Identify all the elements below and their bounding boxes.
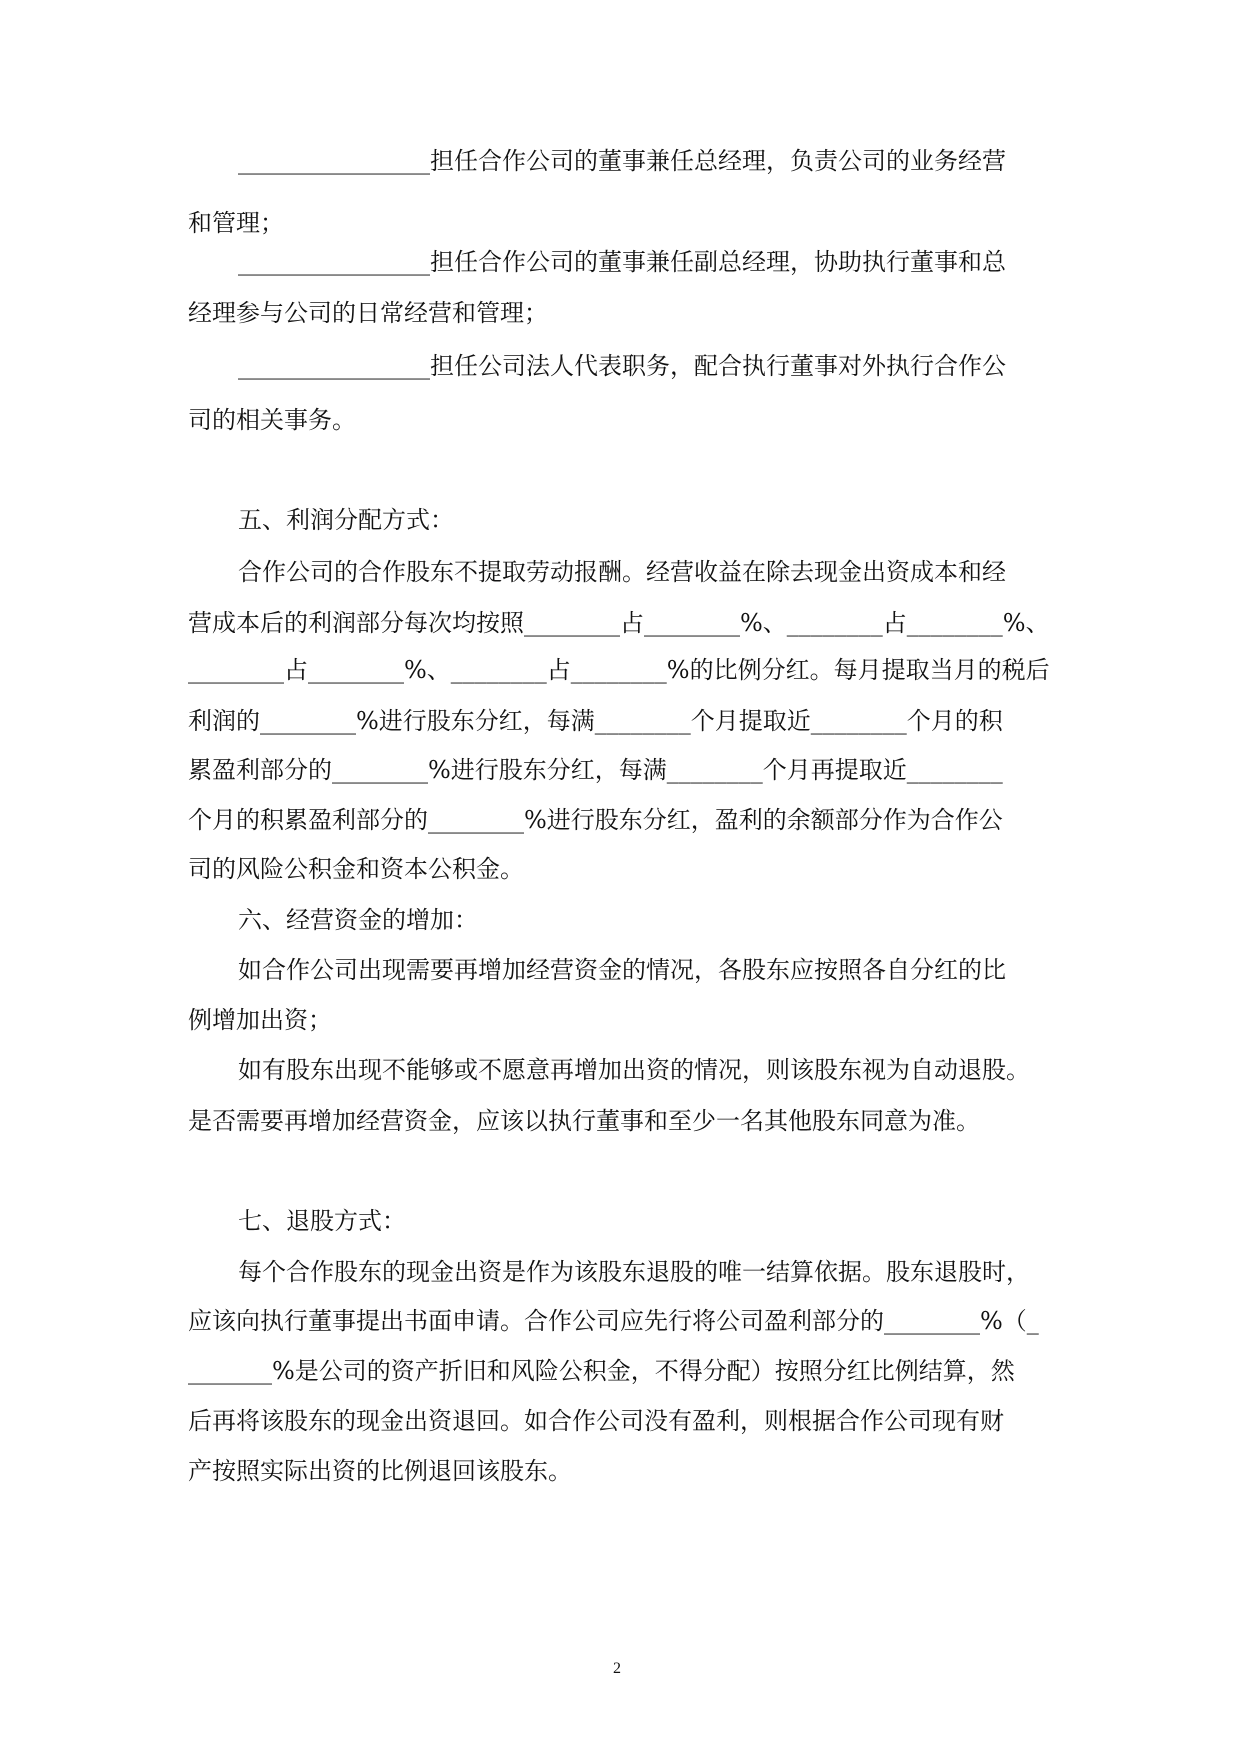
body-line-3: ________________担任合作公司的董事兼任副总经理，协助执行董事和总 [238, 248, 1006, 276]
body-line-21: 后再将该股东的现金出资退回。如合作公司没有盈利，则根据合作公司现有财 [188, 1407, 1004, 1435]
section-heading-7: 七、退股方式： [238, 1207, 406, 1235]
page-number: 2 [613, 1660, 621, 1677]
body-line-13: 司的风险公积金和资本公积金。 [188, 855, 524, 883]
body-line-11: 累盈利部分的________%进行股东分红，每满________个月再提取近________ [188, 756, 1003, 784]
body-line-6: 司的相关事务。 [188, 406, 356, 434]
body-line-19: 应该向执行董事提出书面申请。合作公司应先行将公司盈利部分的________%（_ [188, 1307, 1039, 1335]
section-heading-6: 六、经营资金的增加： [238, 906, 478, 934]
body-line-10: 利润的________%进行股东分红，每满________个月提取近________个月的积 [188, 707, 1003, 735]
body-line-20: _______%是公司的资产折旧和风险公积金，不得分配）按照分红比例结算，然 [188, 1357, 1015, 1385]
body-line-14: 如合作公司出现需要再增加经营资金的情况，各股东应按照各自分红的比 [238, 956, 1006, 984]
body-line-2: 和管理； [188, 209, 284, 237]
body-line-12: 个月的积累盈利部分的________%进行股东分红，盈利的余额部分作为合作公 [188, 806, 1003, 834]
body-line-17: 是否需要再增加经营资金，应该以执行董事和至少一名其他股东同意为准。 [188, 1107, 980, 1135]
body-line-9: ________占________%、________占________%的比例分红。每月提取当月的税后 [188, 656, 1050, 684]
body-line-8: 营成本后的利润部分每次均按照________占________%、________占________%、 [188, 609, 1050, 637]
body-line-4: 经理参与公司的日常经营和管理； [188, 299, 548, 327]
section-heading-5: 五、利润分配方式： [238, 506, 454, 534]
body-line-18: 每个合作股东的现金出资是作为该股东退股的唯一结算依据。股东退股时， [238, 1258, 1030, 1286]
body-line-5: ________________担任公司法人代表职务，配合执行董事对外执行合作公 [238, 352, 1006, 380]
body-line-1: ________________担任合作公司的董事兼任总经理，负责公司的业务经营 [238, 147, 1006, 175]
body-line-22: 产按照实际出资的比例退回该股东。 [188, 1457, 572, 1485]
body-line-7: 合作公司的合作股东不提取劳动报酬。经营收益在除去现金出资成本和经 [238, 558, 1006, 586]
body-line-16: 如有股东出现不能够或不愿意再增加出资的情况，则该股东视为自动退股。 [238, 1056, 1030, 1084]
body-line-15: 例增加出资； [188, 1006, 332, 1034]
